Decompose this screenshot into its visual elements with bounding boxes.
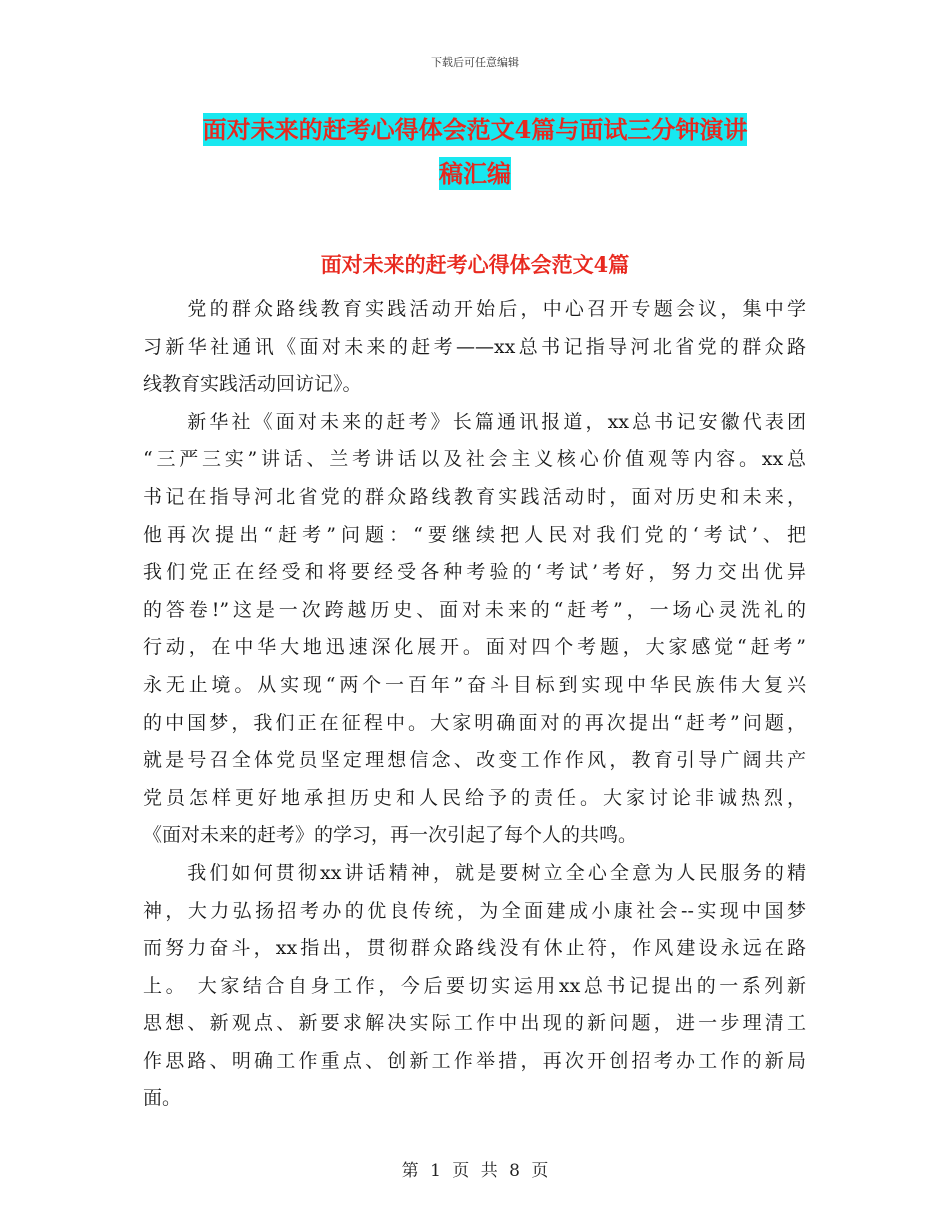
paragraph-line: 就是号召全体党员坚定理想信念、改变工作作风，教育引导广阔共产 (143, 749, 806, 772)
paragraph-line: 而努力奋斗，xx指出，贯彻群众路线没有休止符，作风建设永远在路 (143, 937, 806, 960)
paragraph-line: 新华社《面对未来的赶考》长篇通讯报道，xx总书记安徽代表团 (143, 410, 806, 433)
paragraph-line: 的中国梦，我们正在征程中。大家明确面对的再次提出“赶考”问题， (143, 711, 806, 734)
header-note: 下载后可任意编辑 (431, 56, 519, 69)
document-title-line-1 (0, 114, 950, 146)
document-title-text-2: 稿汇编 (439, 159, 511, 188)
paragraph-line: 线教育实践活动回访记》。 (143, 373, 362, 396)
body-text (143, 291, 806, 1118)
paragraph-line: 习新华社通讯《面对未来的赶考——xx总书记指导河北省党的群众路 (143, 335, 806, 358)
paragraph-line: 行动，在中华大地迅速深化展开。面对四个考题，大家感觉“赶考” (143, 636, 806, 659)
paragraph-line: 的答卷!”这是一次跨越历史、面对未来的“赶考”，一场心灵洗礼的 (143, 598, 806, 621)
paragraph-line: 他再次提出“赶考”问题：“要继续把人民对我们党的‘考试’、把 (143, 523, 806, 546)
paragraph-line: 上。 大家结合自身工作，今后要切实运用xx总书记提出的一系列新 (143, 974, 806, 997)
paragraph-line: 书记在指导河北省党的群众路线教育实践活动时，面对历史和未来， (143, 485, 806, 508)
paragraph-line: 面。 (143, 1087, 182, 1110)
page-footer: 第 1 页 共 8 页 (401, 1161, 549, 1181)
paragraph (143, 855, 806, 1118)
paragraph-line: 永无止境。从实现“两个一百年”奋斗目标到实现中华民族伟大复兴 (143, 673, 806, 696)
paragraph-line: 我们党正在经受和将要经受各种考验的‘考试’考好，努力交出优异 (143, 561, 806, 584)
paragraph (143, 404, 806, 855)
paragraph-line: 《面对未来的赶考》的学习，再一次引起了每个人的共鸣。 (143, 824, 638, 847)
paragraph-line: 党的群众路线教育实践活动开始后，中心召开专题会议，集中学 (143, 298, 806, 320)
paragraph-line: “三严三实”讲话、兰考讲话以及社会主义核心价值观等内容。xx总 (143, 448, 806, 471)
paragraph-line: 党员怎样更好地承担历史和人民给予的责任。大家讨论非诚热烈， (143, 786, 806, 809)
document-title-text-1: 面对未来的赶考心得体会范文4篇与面试三分钟演讲 (202, 115, 748, 144)
paragraph-line: 作思路、明确工作重点、创新工作举措，再次开创招考办工作的新局 (143, 1049, 806, 1072)
paragraph-line: 我们如何贯彻xx讲话精神，就是要树立全心全意为人民服务的精 (143, 861, 806, 884)
paragraph-line: 神，大力弘扬招考办的优良传统，为全面建成小康社会--实现中国梦 (143, 899, 806, 922)
document-title-line-2 (0, 158, 950, 190)
paragraph-line: 思想、新观点、新要求解决实际工作中出现的新问题，进一步理清工 (143, 1012, 806, 1035)
paragraph (143, 291, 806, 404)
section-title: 面对未来的赶考心得体会范文4篇 (320, 252, 630, 277)
